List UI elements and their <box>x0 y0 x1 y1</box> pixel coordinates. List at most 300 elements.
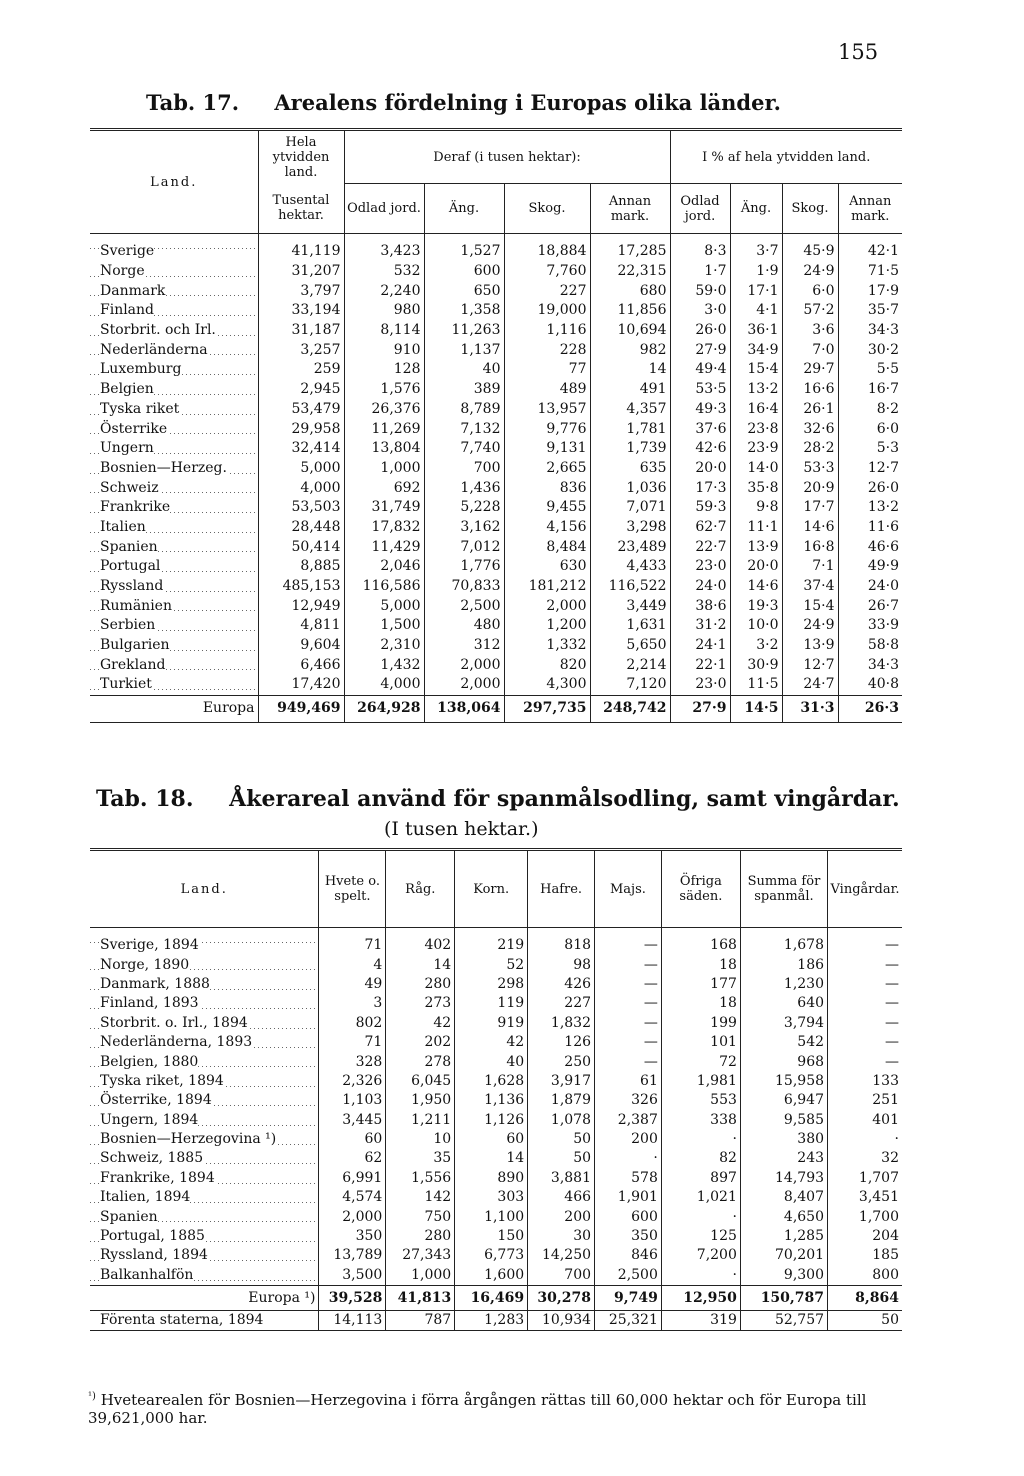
table-row <box>90 955 902 974</box>
value-cell: 62 <box>319 1149 386 1168</box>
value-cell: 897 <box>661 1169 740 1188</box>
value-cell: 890 <box>455 1169 528 1188</box>
value-cell: 17,285 <box>590 234 670 262</box>
land-name: Ungern <box>100 440 154 457</box>
value-cell: 53·3 <box>782 459 838 479</box>
land-name: Tyska riket, 1894 <box>100 1072 224 1089</box>
value-cell: 350 <box>595 1227 662 1246</box>
value-cell: 98 <box>528 955 595 974</box>
value-cell: 36·1 <box>730 321 782 341</box>
land-name: Bosnien—Herzegovina ¹) <box>100 1131 277 1148</box>
land-name: Storbrit. o. Irl., 1894 <box>100 1014 248 1031</box>
value-cell: 40·8 <box>838 675 902 695</box>
value-cell: 42 <box>386 1014 455 1033</box>
value-cell: 34·9 <box>730 340 782 360</box>
land-cell <box>90 955 319 974</box>
value-cell: 5·3 <box>838 439 902 459</box>
value-cell: 49 <box>319 975 386 994</box>
land-cell <box>90 1246 319 1265</box>
value-cell: 116,522 <box>590 577 670 597</box>
land-name: Finland, 1893 <box>100 995 199 1012</box>
value-cell: 11,429 <box>344 537 424 557</box>
value-cell: 1,078 <box>528 1111 595 1130</box>
land-name: Frankrike, 1894 <box>100 1169 215 1186</box>
value-cell: 11·5 <box>730 675 782 695</box>
value-cell: 32 <box>828 1149 902 1168</box>
table-row <box>90 1227 902 1246</box>
value-cell: 919 <box>455 1014 528 1033</box>
value-cell: 13·9 <box>730 537 782 557</box>
value-cell: 24·1 <box>670 636 730 656</box>
header-rag: Råg. <box>386 850 455 928</box>
header-skog: Skog. <box>504 184 590 234</box>
value-cell: · <box>828 1130 902 1149</box>
value-cell: 1,126 <box>455 1111 528 1130</box>
value-cell: 71 <box>319 928 386 956</box>
land-name: Schweiz <box>100 479 159 496</box>
value-cell: 10,694 <box>590 321 670 341</box>
value-cell: 13,957 <box>504 400 590 420</box>
value-cell: 532 <box>344 262 424 282</box>
value-cell: 8,114 <box>344 321 424 341</box>
value-cell: 14,113 <box>319 1311 386 1331</box>
value-cell: 10 <box>386 1130 455 1149</box>
value-cell: 4,300 <box>504 675 590 695</box>
value-cell: 4,000 <box>344 675 424 695</box>
value-cell: 489 <box>504 380 590 400</box>
footnote <box>88 1388 908 1427</box>
value-cell: 1,901 <box>595 1188 662 1207</box>
table-row <box>90 1246 902 1265</box>
value-cell: 1,230 <box>740 975 827 994</box>
table-row <box>90 616 902 636</box>
value-cell: 9,749 <box>595 1286 662 1311</box>
land-name: Danmark <box>100 282 166 299</box>
value-cell: 3·6 <box>782 321 838 341</box>
value-cell: 70,833 <box>424 577 504 597</box>
value-cell: 14·0 <box>730 459 782 479</box>
value-cell: — <box>828 1014 902 1033</box>
value-cell: · <box>595 1149 662 1168</box>
value-cell: 50 <box>528 1149 595 1168</box>
land-cell: Europa <box>90 695 258 722</box>
value-cell: 2,500 <box>595 1266 662 1286</box>
land-cell <box>90 340 258 360</box>
value-cell: 466 <box>528 1188 595 1207</box>
land-name: Bulgarien <box>100 637 170 654</box>
value-cell: 297,735 <box>504 695 590 722</box>
value-cell: 49·3 <box>670 400 730 420</box>
value-cell: 4,000 <box>258 478 344 498</box>
value-cell: 77 <box>504 360 590 380</box>
value-cell: 22,315 <box>590 262 670 282</box>
value-cell: 14·5 <box>730 695 782 722</box>
value-cell: 200 <box>595 1130 662 1149</box>
footnote-marker: ¹) <box>88 1391 96 1402</box>
header-procent: I % af hela ytvidden land. <box>670 130 902 184</box>
land-cell: Europa ¹) <box>90 1286 319 1311</box>
header-korn: Korn. <box>455 850 528 928</box>
value-cell: 949,469 <box>258 695 344 722</box>
value-cell: 168 <box>661 928 740 956</box>
table-row <box>90 1169 902 1188</box>
value-cell: 30·2 <box>838 340 902 360</box>
value-cell: 61 <box>595 1072 662 1091</box>
table-row <box>90 1072 902 1091</box>
value-cell: 4·1 <box>730 301 782 321</box>
value-cell: 133 <box>828 1072 902 1091</box>
value-cell: 4,811 <box>258 616 344 636</box>
value-cell: 1,036 <box>590 478 670 498</box>
value-cell: 37·4 <box>782 577 838 597</box>
table-row <box>90 380 902 400</box>
table-row <box>90 577 902 597</box>
value-cell: 1·9 <box>730 262 782 282</box>
table-row <box>90 281 902 301</box>
value-cell: 7,012 <box>424 537 504 557</box>
value-cell: 40 <box>424 360 504 380</box>
table-17-heading: Arealens fördelning i Europas olika länder. <box>274 90 781 115</box>
header-odlad: Odlad jord. <box>344 184 424 234</box>
land-cell <box>90 1130 319 1149</box>
value-cell: 491 <box>590 380 670 400</box>
value-cell: 328 <box>319 1052 386 1071</box>
value-cell: 58·8 <box>838 636 902 656</box>
land-name: Balkanhalfön <box>100 1266 194 1283</box>
value-cell: 18 <box>661 994 740 1013</box>
value-cell: 3,445 <box>319 1111 386 1130</box>
land-cell <box>90 557 258 577</box>
value-cell: 26·7 <box>838 596 902 616</box>
value-cell: 1,432 <box>344 655 424 675</box>
value-cell: 17,832 <box>344 518 424 538</box>
value-cell: 15·4 <box>730 360 782 380</box>
land-cell <box>90 1033 319 1052</box>
table-row <box>90 478 902 498</box>
table-row <box>90 1052 902 1071</box>
value-cell: 635 <box>590 459 670 479</box>
value-cell: 820 <box>504 655 590 675</box>
value-cell: 278 <box>386 1052 455 1071</box>
value-cell: 910 <box>344 340 424 360</box>
value-cell: 14·6 <box>730 577 782 597</box>
value-cell: 31·3 <box>782 695 838 722</box>
value-cell: 17·9 <box>838 281 902 301</box>
value-cell: 243 <box>740 1149 827 1168</box>
value-cell: 692 <box>344 478 424 498</box>
value-cell: 9,776 <box>504 419 590 439</box>
value-cell: 802 <box>319 1014 386 1033</box>
value-cell: 199 <box>661 1014 740 1033</box>
value-cell: 10·0 <box>730 616 782 636</box>
land-name: Danmark, 1888 <box>100 975 210 992</box>
value-cell: 14,250 <box>528 1246 595 1265</box>
value-cell: 50 <box>528 1130 595 1149</box>
value-cell: 1,556 <box>386 1169 455 1188</box>
header-hvete: Hvete o. spelt. <box>319 850 386 928</box>
land-cell <box>90 478 258 498</box>
land-cell <box>90 498 258 518</box>
value-cell: 34·3 <box>838 655 902 675</box>
value-cell: 750 <box>386 1207 455 1226</box>
land-cell <box>90 518 258 538</box>
value-cell: 1,436 <box>424 478 504 498</box>
value-cell: 23,489 <box>590 537 670 557</box>
header-majs: Majs. <box>595 850 662 928</box>
land-name: Storbrit. och Irl. <box>100 322 216 339</box>
value-cell: — <box>828 1052 902 1071</box>
value-cell: 7,132 <box>424 419 504 439</box>
value-cell: 181,212 <box>504 577 590 597</box>
value-cell: 2,240 <box>344 281 424 301</box>
value-cell: 59·0 <box>670 281 730 301</box>
value-cell: 16·7 <box>838 380 902 400</box>
value-cell: 578 <box>595 1169 662 1188</box>
footnote-text: Hvetearealen för Bosnien—Herzegovina i förra årgången rättas till 60,000 hektar och för Europa till 39,621,000 har. <box>88 1391 867 1427</box>
value-cell: 1,527 <box>424 234 504 262</box>
value-cell: 8,789 <box>424 400 504 420</box>
value-cell: 31·2 <box>670 616 730 636</box>
value-cell: 12·7 <box>838 459 902 479</box>
value-cell: 1,628 <box>455 1072 528 1091</box>
value-cell: 4,574 <box>319 1188 386 1207</box>
value-cell: — <box>828 994 902 1013</box>
table-row <box>90 1091 902 1110</box>
table-row <box>90 975 902 994</box>
value-cell: 26·1 <box>782 400 838 420</box>
value-cell: · <box>661 1266 740 1286</box>
value-cell: 71·5 <box>838 262 902 282</box>
page-number: 155 <box>838 40 879 64</box>
table-row <box>90 459 902 479</box>
value-cell: 26·3 <box>838 695 902 722</box>
value-cell: 16·8 <box>782 537 838 557</box>
value-cell: 1,981 <box>661 1072 740 1091</box>
value-cell: 251 <box>828 1091 902 1110</box>
value-cell: 82 <box>661 1149 740 1168</box>
value-cell: 59·3 <box>670 498 730 518</box>
table-row <box>90 321 902 341</box>
value-cell: 24·9 <box>782 616 838 636</box>
value-cell: 2,000 <box>319 1207 386 1226</box>
value-cell: 119 <box>455 994 528 1013</box>
value-cell: 326 <box>595 1091 662 1110</box>
value-cell: 7·0 <box>782 340 838 360</box>
value-cell: 8·3 <box>670 234 730 262</box>
value-cell: 2,000 <box>424 675 504 695</box>
value-cell: 3,797 <box>258 281 344 301</box>
land-name: Belgien <box>100 381 154 398</box>
value-cell: 28,448 <box>258 518 344 538</box>
value-cell: 1,358 <box>424 301 504 321</box>
value-cell: 1,739 <box>590 439 670 459</box>
value-cell: 13·2 <box>730 380 782 400</box>
value-cell: 24·0 <box>838 577 902 597</box>
value-cell: 4,156 <box>504 518 590 538</box>
header-tusental-hektar: Tusental hektar. <box>258 184 344 234</box>
value-cell: 33·9 <box>838 616 902 636</box>
value-cell: 836 <box>504 478 590 498</box>
land-name: Nederländerna <box>100 341 208 358</box>
table-row <box>90 360 902 380</box>
value-cell: 1,776 <box>424 557 504 577</box>
value-cell: 150,787 <box>740 1286 827 1311</box>
value-cell: 401 <box>828 1111 902 1130</box>
land-cell <box>90 994 319 1013</box>
value-cell: 138,064 <box>424 695 504 722</box>
value-cell: 34·3 <box>838 321 902 341</box>
value-cell: 18,884 <box>504 234 590 262</box>
value-cell: 29,958 <box>258 419 344 439</box>
land-cell <box>90 419 258 439</box>
value-cell: 6,991 <box>319 1169 386 1188</box>
value-cell: 62·7 <box>670 518 730 538</box>
value-cell: 1,285 <box>740 1227 827 1246</box>
value-cell: 16·6 <box>782 380 838 400</box>
value-cell: 32,414 <box>258 439 344 459</box>
value-cell: 15·4 <box>782 596 838 616</box>
header-land: Land. <box>90 130 258 234</box>
value-cell: 1,700 <box>828 1207 902 1226</box>
land-cell <box>90 1207 319 1226</box>
table-18-heading: Åkerareal använd för spanmålsodling, samt vingårdar. <box>229 786 900 812</box>
value-cell: 426 <box>528 975 595 994</box>
value-cell: 204 <box>828 1227 902 1246</box>
value-cell: — <box>595 1033 662 1052</box>
value-cell: 39,528 <box>319 1286 386 1311</box>
land-name: Spanien <box>100 1208 158 1225</box>
land-cell <box>90 262 258 282</box>
value-cell: 1,879 <box>528 1091 595 1110</box>
land-name: Luxemburg <box>100 361 182 378</box>
table-row <box>90 400 902 420</box>
value-cell: 8,885 <box>258 557 344 577</box>
value-cell: — <box>828 975 902 994</box>
value-cell: 1,500 <box>344 616 424 636</box>
value-cell: — <box>595 975 662 994</box>
value-cell: 7,200 <box>661 1246 740 1265</box>
table-18-subtitle: (I tusen hektar.) <box>384 818 539 840</box>
land-cell <box>90 928 319 956</box>
land-name: Sverige <box>100 243 155 260</box>
value-cell: 1,000 <box>344 459 424 479</box>
value-cell: 20·9 <box>782 478 838 498</box>
value-cell: 70,201 <box>740 1246 827 1265</box>
table-17-label: Tab. 17. <box>146 90 240 115</box>
value-cell: 600 <box>595 1207 662 1226</box>
land-name: Italien <box>100 518 146 535</box>
value-cell: 2,000 <box>504 596 590 616</box>
value-cell: 150 <box>455 1227 528 1246</box>
value-cell: 30 <box>528 1227 595 1246</box>
land-cell <box>90 1169 319 1188</box>
value-cell: 5,000 <box>344 596 424 616</box>
value-cell: 14,793 <box>740 1169 827 1188</box>
value-cell: 298 <box>455 975 528 994</box>
table-row <box>90 557 902 577</box>
value-cell: 542 <box>740 1033 827 1052</box>
value-cell: 14 <box>590 360 670 380</box>
table-18 <box>90 848 902 1331</box>
value-cell: 35·8 <box>730 478 782 498</box>
value-cell: 6·0 <box>782 281 838 301</box>
value-cell: 9,131 <box>504 439 590 459</box>
value-cell: 17·3 <box>670 478 730 498</box>
land-name: Ryssland, 1894 <box>100 1247 208 1264</box>
header-summa: Summa för spanmål. <box>740 850 827 928</box>
value-cell: 1,600 <box>455 1266 528 1286</box>
value-cell: 5,228 <box>424 498 504 518</box>
value-cell: 227 <box>504 281 590 301</box>
value-cell: 35 <box>386 1149 455 1168</box>
value-cell: 200 <box>528 1207 595 1226</box>
land-cell <box>90 301 258 321</box>
value-cell: 6,947 <box>740 1091 827 1110</box>
land-cell <box>90 675 258 695</box>
value-cell: 19·3 <box>730 596 782 616</box>
value-cell: 13,804 <box>344 439 424 459</box>
land-cell <box>90 360 258 380</box>
value-cell: — <box>828 1033 902 1052</box>
value-cell: 3,257 <box>258 340 344 360</box>
land-cell <box>90 1149 319 1168</box>
value-cell: 42 <box>455 1033 528 1052</box>
value-cell: 27·9 <box>670 340 730 360</box>
value-cell: 2,046 <box>344 557 424 577</box>
value-cell: 280 <box>386 1227 455 1246</box>
value-cell: 380 <box>740 1130 827 1149</box>
value-cell: 17·7 <box>782 498 838 518</box>
land-cell <box>90 1072 319 1091</box>
value-cell: 3·2 <box>730 636 782 656</box>
value-cell: 52,757 <box>740 1311 827 1331</box>
value-cell: 4,650 <box>740 1207 827 1226</box>
value-cell: 9,585 <box>740 1111 827 1130</box>
header-pct-skog: Skog. <box>782 184 838 234</box>
value-cell: 186 <box>740 955 827 974</box>
value-cell: 1,781 <box>590 419 670 439</box>
value-cell: 2,310 <box>344 636 424 656</box>
value-cell: 219 <box>455 928 528 956</box>
land-cell <box>90 616 258 636</box>
land-name: Rumänien <box>100 597 172 614</box>
value-cell: 650 <box>424 281 504 301</box>
land-cell <box>90 321 258 341</box>
value-cell: 402 <box>386 928 455 956</box>
value-cell: 480 <box>424 616 504 636</box>
land-cell <box>90 1014 319 1033</box>
land-name: Norge <box>100 263 145 280</box>
header-hafre: Hafre. <box>528 850 595 928</box>
value-cell: 1,283 <box>455 1311 528 1331</box>
value-cell: 45·9 <box>782 234 838 262</box>
value-cell: 14 <box>386 955 455 974</box>
table-row <box>90 1207 902 1226</box>
value-cell: 1,137 <box>424 340 504 360</box>
value-cell: 1,631 <box>590 616 670 636</box>
land-name: Italien, 1894 <box>100 1189 191 1206</box>
land-name: Ungern, 1894 <box>100 1111 199 1128</box>
value-cell: 680 <box>590 281 670 301</box>
value-cell: 53,479 <box>258 400 344 420</box>
value-cell: 485,153 <box>258 577 344 597</box>
value-cell: 6,773 <box>455 1246 528 1265</box>
value-cell: 33,194 <box>258 301 344 321</box>
table-row <box>90 1149 902 1168</box>
table-row <box>90 636 902 656</box>
table-row <box>90 675 902 695</box>
value-cell: 101 <box>661 1033 740 1052</box>
